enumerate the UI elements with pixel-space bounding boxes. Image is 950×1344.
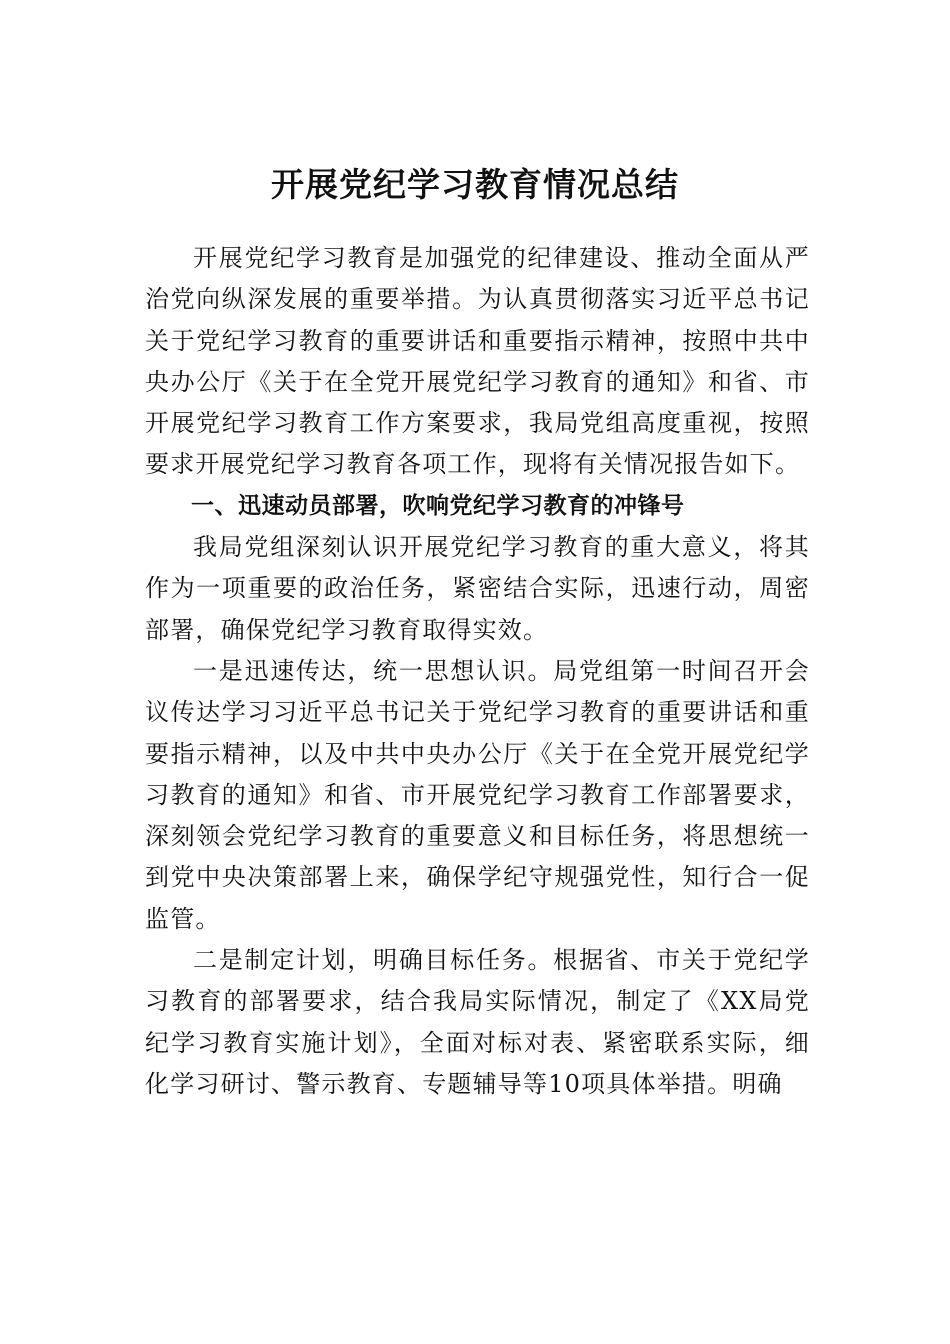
document-body — [145, 238, 810, 1105]
section1-paragraph-1: 我局党组深刻认识开展党纪学习教育的重大意义，将其作为一项重要的政治任务，紧密结合实际，迅速行动，周密部署，确保党纪学习教育取得实效。 — [145, 533, 810, 644]
document-title: 开展党纪学习教育情况总结 — [271, 165, 679, 204]
section1-paragraph-3: 二是制定计划，明确目标任务。根据省、市关于党纪学习教育的部署要求，结合我局实际情况，制定了《XX局党纪学习教育实施计划》，全面对标对表、紧密联系实际，细化学习研讨、警示教育、专题辅导等10项具体举措。明确 — [145, 946, 810, 1098]
intro-paragraph: 开展党纪学习教育是加强党的纪律建设、推动全面从严治党向纵深发展的重要举措。为认真贯彻落实习近平总书记关于党纪学习教育的重要讲话和重要指示精神，按照中共中央办公厅《关于在全党开展党纪学习教育的通知》和省、市开展党纪学习教育工作方案要求，我局党组高度重视，按照要求开展党纪学习教育各项工作，现将有关情况报告如下。 — [145, 244, 810, 479]
section1-paragraph-2: 一是迅速传达，统一思想认识。局党组第一时间召开会议传达学习习近平总书记关于党纪学习教育的重要讲话和重要指示精神，以及中共中央办公厅《关于在全党开展党纪学习教育的通知》和省、市开展党纪学习教育工作部署要求，深刻领会党纪学习教育的重要意义和目标任务，将思想统一到党中央决策部署上来，确保学纪守规强党性，知行合一促监管。 — [145, 656, 810, 933]
section-heading-1: 一、迅速动员部署，吹响党纪学习教育的冲锋号 — [191, 492, 685, 519]
